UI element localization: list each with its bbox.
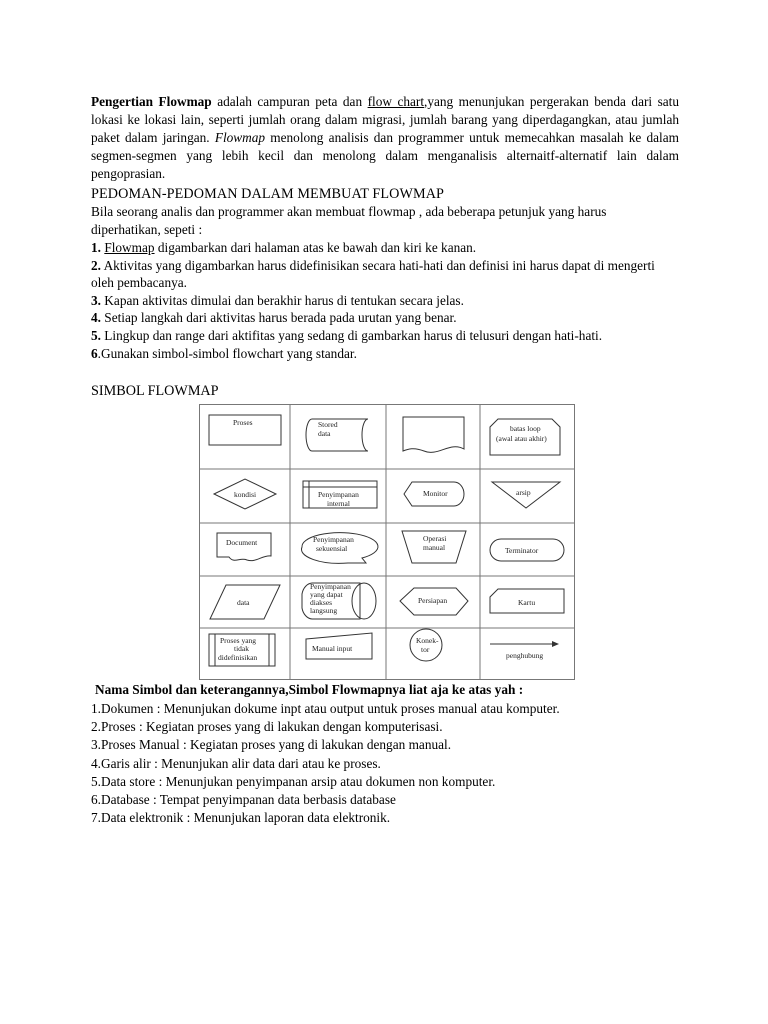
symbols-heading: SIMBOL FLOWMAP [91, 383, 219, 400]
label-document: Document [226, 538, 258, 547]
label-operasi: Operasi [423, 534, 447, 543]
document-body [91, 93, 679, 400]
label-monitor: Monitor [423, 489, 448, 498]
list-item: 4. Setiap langkah dari aktivitas harus berada pada urutan yang benar. [91, 310, 457, 326]
label-manual-input: Manual input [312, 644, 353, 653]
list-item: 3. Kapan aktivitas dimulai dan berakhir harus di tentukan secara jelas. [91, 292, 464, 308]
intro-text-1: adalah campuran peta dan [211, 94, 368, 109]
list-item: 5. Lingkup dan range dari aktifitas yang sedang di gambarkan harus di telusuri dengan hati-hati. [91, 327, 603, 343]
list-item: 7.Data elektronik : Menunjukan laporan data elektronik. [91, 810, 391, 826]
arrow-icon [552, 641, 559, 647]
label-langsung: langsung [310, 606, 338, 615]
list-item: 1. Flowmap digambarkan dari halaman atas ke bawah dan kiri ke kanan. [91, 240, 477, 255]
guidelines-list [91, 239, 679, 362]
label-arsip: arsip [516, 488, 531, 497]
label-kondisi: kondisi [234, 490, 257, 499]
label-data: data [318, 429, 331, 438]
guidelines-heading: PEDOMAN-PEDOMAN DALAM MEMBUAT FLOWMAP [91, 186, 445, 202]
label-stored: Stored [318, 420, 338, 429]
intro-paragraph [91, 93, 679, 183]
explanation-title: Nama Simbol dan keterangannya,Simbol Flowmapnya liat aja ke atas yah : [95, 682, 524, 697]
label-manual: manual [423, 543, 446, 552]
label-kartu: Kartu [518, 598, 536, 607]
label-penyimpanan-sek: Penyimpanan [313, 535, 354, 544]
list-item: 2. Aktivitas yang digambarkan harus didefinisikan secara hati-hati dan definisi ini harus dapat di mengerti oleh pembacanya. [91, 257, 655, 291]
label-didefinisikan: didefinisikan [218, 653, 258, 662]
label-konek: Konek- [416, 636, 439, 645]
label-proses: Proses [233, 418, 253, 427]
label-penghubung: penghubung [506, 651, 544, 660]
label-batas-loop: batas loop [510, 424, 541, 433]
label-penyimpanan: Penyimpanan [318, 490, 359, 499]
label-persiapan: Persiapan [418, 596, 448, 605]
label-tidak: tidak [234, 644, 249, 653]
list-item: 4.Garis alir : Menunjukan alir data dari atau ke proses. [91, 755, 381, 771]
flow-chart-link[interactable]: flow chart [367, 94, 425, 109]
intro-text-3: menolong analisis dan programmer untuk memecahkan masalah ke dalam segmen-segmen yang lebih kecil dan menolong dalam menganalisis alternaitf-alternatif lain dalam pengoprasian. [91, 130, 679, 181]
intro-text-2: ,yang menunjukan pergerakan benda dari satu lokasi ke lokasi lain, seperti jumlah orang dalam migrasi, jumlah barang yang diperdagangkan, atau jumlah paket dalam jaringan. [91, 94, 679, 145]
list-item: 6.Database : Tempat penyimpanan data berbasis database [91, 792, 396, 808]
list-item: 3.Proses Manual : Kegiatan proses yang di lakukan dengan manual. [91, 737, 452, 753]
symbol-grid [200, 405, 574, 679]
list-item: 2.Proses : Kegiatan proses yang di lakukan dengan komputerisasi. [91, 719, 443, 735]
label-proses-yang: Proses yang [220, 636, 257, 645]
guidelines-lead: Bila seorang analis dan programmer akan membuat flowmap , ada beberapa petunjuk yang harus diperhatikan, sepeti : [91, 204, 607, 237]
flowmap-symbol-table [199, 404, 575, 680]
label-yang-dapat: yang dapat [310, 590, 343, 599]
explanation-list [91, 700, 560, 827]
label-diakses: diakses [310, 598, 333, 607]
label-internal: internal [327, 499, 350, 508]
intro-term: Pengertian Flowmap [91, 94, 212, 109]
label-penyimpanan-lgs: Penyimpanan [310, 582, 351, 591]
list-item: 6.Gunakan simbol-simbol flowchart yang standar. [91, 345, 357, 361]
tape-symbol [403, 417, 464, 452]
list-item: 5.Data store : Menunjukan penyimpanan arsip atau dokumen non komputer. [91, 773, 496, 789]
label-data-io: data [237, 598, 250, 607]
label-terminator: Terminator [505, 546, 539, 555]
label-tor: tor [421, 645, 430, 654]
intro-italic: Flowmap [214, 130, 266, 145]
label-awal-akhir: (awal atau akhir) [496, 434, 547, 443]
list-item: 1.Dokumen : Menunjukan dokume inpt atau output untuk proses manual atau komputer. [91, 701, 560, 716]
label-sekuensial: sekuensial [316, 544, 348, 553]
